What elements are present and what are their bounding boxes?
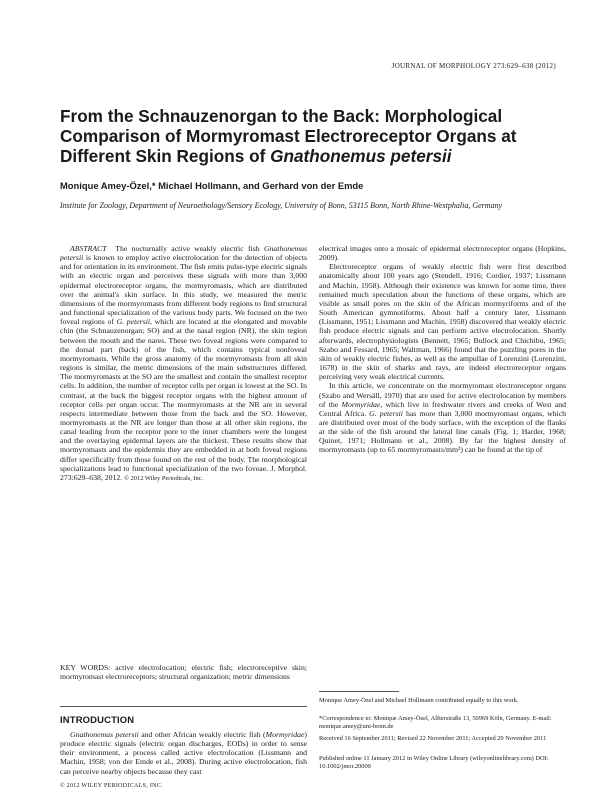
- abstract-species: Gnathonemus petersii: [60, 244, 307, 263]
- intro-text-1: and other African weakly electric fish (: [138, 730, 266, 739]
- right-column-body: [319, 244, 566, 455]
- paragraph-3-c: has more than 3,000 mormyromast organs, which are distributed over most of the body surface, with the exception of the flanks at the side of the fish around the lateral line canals (Fig. 1; Harder, 1968; Quinet, 1971; Hollmann et al., 2008). By far the highest density of mormyromasts (up to 65 mormyromasts/mm²) can be found at the tip of: [319, 408, 567, 455]
- footnote-published-doi: Published online 11 January 2012 in Wiley Online Library (wileyonlinelibrary.com) DOI: 10.1002/jmor.20009: [319, 755, 549, 770]
- introduction-text: [60, 730, 307, 776]
- paragraph-3-species: G. petersii: [369, 408, 403, 418]
- intro-family: Mormyridae: [265, 730, 305, 739]
- journal-reference: JOURNAL OF MORPHOLOGY 273:629–638 (2012): [391, 62, 556, 70]
- paragraph-3-family: Mormyridae: [341, 399, 381, 409]
- title-species: Gnathonemus petersii: [270, 146, 452, 166]
- footnote-contribution: Monique Amey-Özel and Michael Hollmann contributed equally to this work.: [319, 697, 519, 704]
- affiliation: Institute for Zoology, Department of Neuroethology/Sensory Ecology, University of Bonn, 53115 Bonn, North Rhine-Westphalia, Germany: [60, 201, 503, 210]
- abstract-label: ABSTRACT: [70, 244, 107, 253]
- abstract-body-2: , which are located at the elongated and movable chin (the Schnauzenorgan; SO) and at the nasal region (NR), the skin region between the mouth and the nares. These two foveal regions were compared to the dorsal part (back) of the fish, which contains typical nonfoveal mormyromasts. While the gross anatomy of the mormyromasts from all skin regions is similar, the metric dimensions of the main substructures differed. The mormyromasts at the SO are the smallest and contain the smallest receptor cells. In addition, the number of receptor cells per organ is lowest at the SO. In contrast, at the back the biggest receptor organs with the highest amount of receptor cells per organ occur. The mormyromasts at the NR are in several respects intermediate between those from the back and the SO. However, mormyromasts at the NR are longer than those at all other skin regions, the canal leading from the receptor pore to the inner chambers were the longest and the overlaying epidermal layers are the thickest. These results show that mormyromasts and the epidermis they are embedded in at both foveal regions differ specifically from those found on the rest of the body. The morphological specializations lead to functional specialization of the two foveae. J. Morphol. 273:629–638, 2012.: [60, 317, 308, 482]
- section-divider: [60, 706, 307, 707]
- keywords: [60, 663, 307, 681]
- intro-species: Gnathonemus petersii: [70, 730, 139, 739]
- section-heading-introduction: INTRODUCTION: [60, 714, 135, 725]
- keywords-text: active electrolocation; electric fish; electroreceptive skin; mormyromast electroreceptors; structural organization; metric dimensions: [60, 663, 307, 682]
- footnote-received-dates: Received 16 September 2011; Revised 22 November 2011; Accepted 29 November 2011: [319, 735, 547, 742]
- abstract-copyright: © 2012 Wiley Periodicals, Inc.: [124, 474, 204, 482]
- paragraph-2: Electroreceptor organs of weakly electric fish were first described anatomically about 100 years ago (Stendell, 1916; Cordier, 1937; Lissmann and Machin, 1958). Although their existence was known for some time, there remained much speculation about the functions of these organs, which are visible as small pores on the skin of the African mormyriforms and of the South American gymnotiforms. About half a century later, Lissmann (Lissmann, 1951; Lissmann and Machin, 1958) discovered that weakly electric fish produce electric signals and can perform active electrolocation. Shortly afterwards, electrophysiologists (Bennett, 1965; Bullock and Chichibu, 1965; Szabo and Fessard, 1965; Waltman, 1966) found that the puzzling pores in the skin of weakly electric fishes, as well as the ampullae of Lorenzini (Lorenzini, 1678) in the skin of sharks and rays, are indeed electroreceptor organs perceiving very weak electrical currents.: [319, 262, 566, 382]
- footnote-separator: [319, 691, 399, 692]
- intro-text-2: ) produce electric signals (electric organ discharges, EODs) in order to sense their environment, a process called active electrolocation (Lissmann and Machin, 1958; von der Emde et al., 2008). During active electrolocation, fish can perceive nearby objects because they cast: [60, 730, 307, 776]
- paragraph-1: electrical images onto a mosaic of epidermal electroreceptor organs (Hopkins, 2009).: [319, 244, 566, 263]
- title-main: From the Schnauzenorgan to the Back: Morphological Comparison of Mormyromast Electroreceptor Organs at Different Skin Regions of: [60, 106, 517, 166]
- paragraph-3-b: , which live in freshwater rivers and creeks of West and Central Africa.: [319, 399, 566, 418]
- abstract-species-short: G. petersii: [116, 317, 151, 327]
- paragraph-3: [319, 381, 566, 454]
- footer-copyright: © 2012 WILEY PERIODICALS, INC.: [60, 783, 163, 789]
- abstract-intro: The nocturnally active weakly electric fish: [115, 244, 264, 253]
- abstract: [60, 244, 307, 483]
- paragraph-3-a: In this article, we concentrate on the mormyromast electroreceptor organs (Szabo and Wersäll, 1970) that are used for active electrolocation by members of the: [319, 381, 566, 409]
- abstract-body: is known to employ active electrolocation for the detection of objects and for orientation in its environment. The fish emits pulse-type electric signals with an electric organ and perceives these signals with more than 3,000 epidermal electroreceptor organs, the mormyromasts, which are distributed over the animal's skin surface. In this study, we measured the metric dimensions of the mormyromasts from different body regions to find structural and functional specialization of the various body parts. We focused on the two foveal regions of: [60, 253, 307, 327]
- article-title: [60, 106, 560, 166]
- keywords-label: KEY WORDS:: [60, 663, 111, 672]
- author-list: Monique Amey-Özel,* Michael Hollmann, and Gerhard von der Emde: [60, 180, 364, 191]
- footnote-correspondence: *Correspondence to: Monique Amey-Özel, Alfterstraße 13, 50969 Köln, Germany. E-mail: monique.amey@uni-bonn.de: [319, 715, 552, 730]
